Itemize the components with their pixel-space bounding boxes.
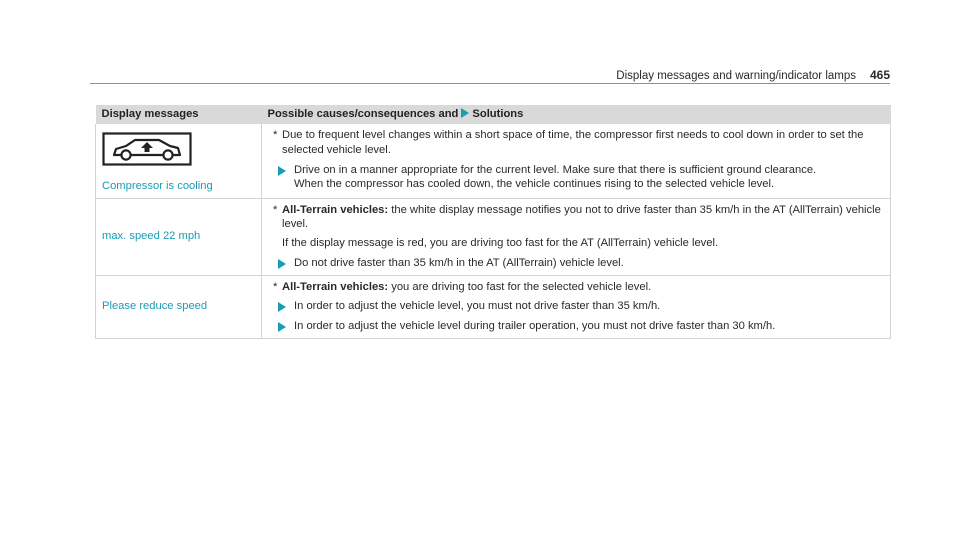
arrow-right-icon (278, 166, 286, 176)
col-header-causes (262, 105, 891, 124)
step-text-3a: In order to adjust the vehicle level, you must not drive faster than 35 km/h. (294, 300, 661, 313)
message-compressor-cooling: Compressor is cooling (102, 179, 213, 192)
cause-text-2b: If the display message is red, you are driving too fast for the AT (AllTerrain) vehicle level. (282, 237, 719, 250)
message-reduce-speed: Please reduce speed (102, 300, 208, 313)
asterisk: * (273, 280, 278, 293)
display-messages-table (95, 105, 891, 339)
step-text-2: Do not drive faster than 35 km/h in the AT (AllTerrain) vehicle level. (294, 256, 624, 269)
message-cell (96, 198, 262, 275)
header-title: Display messages and warning/indicator lamps (616, 70, 856, 82)
cause-cell (262, 275, 891, 338)
solution-step (268, 299, 884, 314)
cause-cell (262, 124, 891, 198)
page-number: 465 (869, 68, 890, 82)
cause-text-secondary (268, 236, 884, 251)
arrow-right-icon (278, 322, 286, 332)
cause-text (268, 203, 884, 233)
cause-text (268, 128, 884, 158)
arrow-right-icon (278, 302, 286, 312)
step-text-1b: When the compressor has cooled down, the vehicle continues rising to the selected vehicle level. (294, 178, 775, 191)
cause-text-2: the white display message notifies you not to drive faster than 35 km/h in the AT (AllTerrain) vehicle level. (282, 203, 881, 231)
solution-step (268, 319, 884, 334)
col-header-display-messages: Display messages (96, 105, 262, 124)
asterisk: * (273, 129, 278, 141)
arrow-right-icon (278, 259, 286, 269)
cause-bold-label: All-Terrain vehicles: (282, 280, 389, 293)
solution-step (268, 163, 884, 193)
vehicle-level-raise-icon (102, 132, 255, 171)
cause-bold-label: All-Terrain vehicles: (282, 203, 389, 216)
asterisk: * (273, 203, 278, 216)
table-row (96, 124, 891, 198)
col-header-solutions-text: Solutions (472, 108, 524, 121)
step-text-3b: In order to adjust the vehicle level during trailer operation, you must not drive faster than 30 km/h. (294, 320, 776, 333)
cause-cell (262, 198, 891, 275)
table-row (96, 275, 891, 338)
message-max-speed: max. speed 22 mph (102, 230, 201, 243)
cause-text (268, 280, 884, 295)
step-text-1a: Drive on in a manner appropriate for the current level. Make sure that there is sufficient ground clearance. (294, 163, 817, 176)
solution-step (268, 256, 884, 271)
cause-text-3: you are driving too fast for the selected vehicle level. (391, 280, 652, 293)
table-row (96, 198, 891, 275)
col-header-causes-text: Possible causes/consequences and (267, 108, 459, 121)
cause-text-1: Due to frequent level changes within a short space of time, the compressor first needs to cool down in order to set the selected vehicle level. (282, 129, 864, 156)
message-cell (96, 275, 262, 338)
page-header (90, 63, 890, 84)
arrow-right-icon (461, 108, 469, 118)
table-header-row (96, 105, 891, 124)
message-cell (96, 124, 262, 198)
